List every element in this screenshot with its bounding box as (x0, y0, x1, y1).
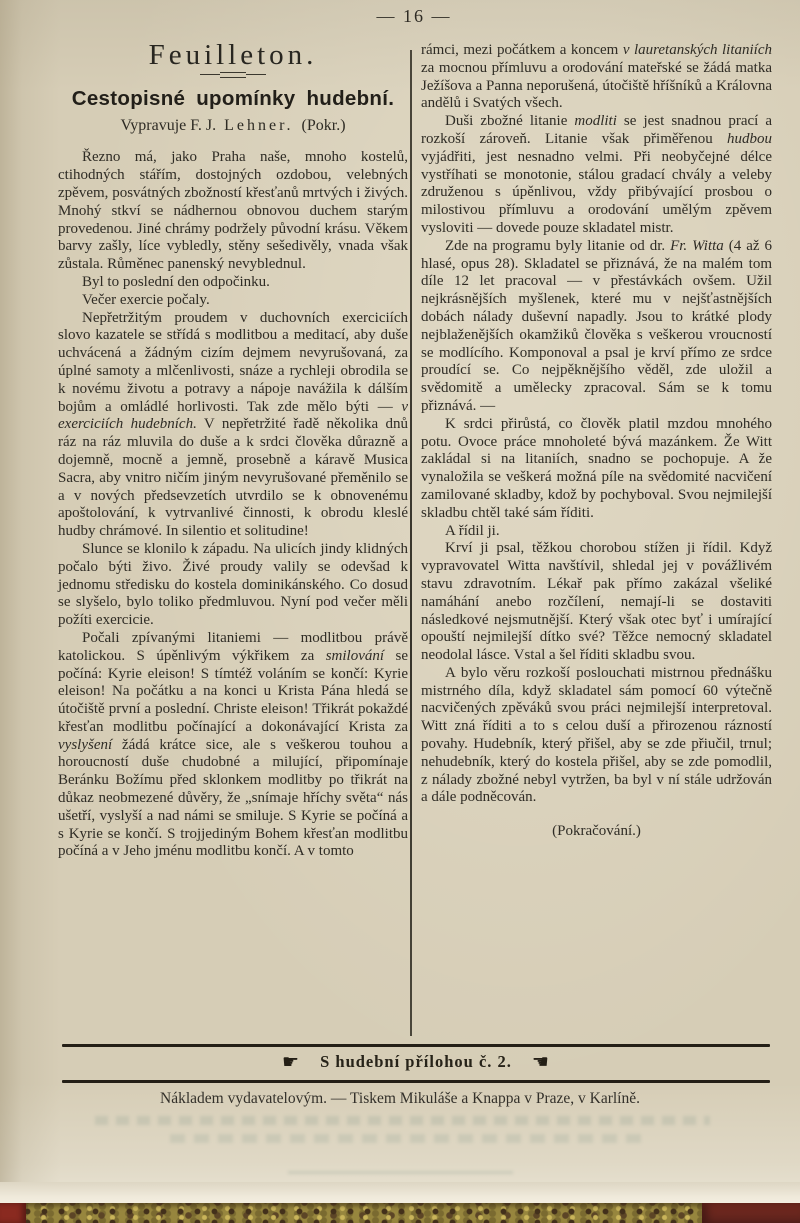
right-column-text (421, 42, 772, 841)
page-number: — 16 — (376, 6, 452, 26)
pointing-hand-right-icon: ☛ (282, 1051, 301, 1073)
paragraph: Řezno má, jako Praha naše, mnoho kostelů, ctihodných stářím, dostojných ozdobou, velebných zpěvem, posvátných zbožností křesťanů mrtvých i živých. Mnohý stkví se nádhernou obnovou duchem starým provedenou. Jiné chrámy podržely původní krásu. Věkem barvy zašly, líce vybledly, stěny sešedivěly, vnada však zůstala. Růměnec panenský nevyblednul. (58, 149, 408, 273)
paragraph: Počali zpívanými litaniemi — modlitbou právě katolickou. S úpěnlivým výkřikem za smilování se počíná: Kyrie eleison! S tímtéž voláním se končí: Kyrie eleison! Na počátku a na konci u Krista Pána hledá se útočiště první a poslední. Christe eleison! Třikrát pokaždé křesťan modlitbu počínající a dokonávající Krista za vyslyšení žádá krátce sice, ale s veškerou touhou a horoucností duše chudobné a milující, připomínaje Beránku Božímu před sklonkem modlitby po třikrát na důkaz neobmezené důvěry, že „snímaje hříchy světa“ nás ušetří, vyslyší a nad námi se smiluje. S Kyrie se počíná a s Kyrie se končí. S trojjediným Bohem křesťan modlitbu počíná a v Jeho jménu modlitbu končí. A v tomto (58, 629, 409, 860)
paragraph: Zde na programu byly litanie od dr. Fr. Witta (4 až 6 hlasé, opus 28). Skladatel se přiznává, že na malém tom díle 12 let pracoval — v přestávkách ovšem. Užil nejkrásnějších myšlenek, které mu v nejšťastnějších dobách nálady duševní napadly. Jsou to krátké plody nejblaženějších okamžiků člověka s veškerou vroucností se modlícího. Komponoval a psal je krví přímo ze srdce proudící se. Co nejpěknějšího věděl, zde uložil a svědomitě a umělecky zpracoval. Sám se k tomu přiznává. — (421, 237, 772, 414)
bleedthrough-rule (288, 1171, 513, 1174)
title-ornament (200, 72, 266, 78)
bleedthrough-text (95, 1116, 710, 1125)
imprint-line: Nákladem vydavatelovým. — Tiskem Mikuláše a Knappa v Praze, v Karlíně. (160, 1090, 640, 1107)
left-column (58, 39, 409, 861)
paragraph: A řídil ji. (445, 522, 500, 539)
byline-prefix: Vypravuje F. J. (120, 116, 217, 134)
column-divider-rule (410, 50, 412, 1036)
paragraph: K srdci přirůstá, co člověk platil mzdou mnohého potu. Ovoce práce mnoholeté bývá mazánkem. Že Witt zakládal si na litaniích, snadno se pochopuje. A že vynaložila se veškerá možná píle na svědomité nacvičení zamilované skladby, kdož by pochyboval. Svou nejmilejší skladbu chtěl také sám říditi. (421, 415, 772, 521)
binding-marbled-strip (0, 1203, 800, 1223)
paragraph: Večer exercie počaly. (82, 291, 210, 308)
article-headline: Cestopisné upomínky hudební. (71, 86, 395, 110)
paragraph: rámci, mezi počátkem a koncem v lauretanských litaniích za mocnou přímluvu a orodování mateřské se žádá matka Ježíšova a Panna neporušená, útočiště hříšníků a Královna andělů i Svatých všech. (421, 42, 772, 112)
footer-rule-top (62, 1044, 770, 1047)
binding-red-patch (0, 1203, 26, 1223)
paragraph: Krví ji psal, těžkou chorobou stížen ji řídil. Když vypravovatel Witta navštívil, shledal jej v povážlivém stavu zdravotním. Lékař pak přímo zakázal všeliké namáhání anebo rozčílení, nemají-li se dostaviti následkové nejsmutnější. Který však otec byť i umírající opouští nejmilejší dítko své? Těžce nemocný skladatel neodolal lásce. Vstal a šel říditi skladbu svou. (421, 540, 772, 664)
page-bottom-edge (0, 1182, 800, 1203)
paragraph: (Pokračování.) (552, 823, 641, 840)
byline-continuation-mark: (Pokr.) (301, 116, 346, 134)
paragraph: Slunce se klonilo k západu. Na ulicích jindy klidných počalo býti živo. Živé proudy valily se odevšad k jednomu středisku do kostela dominikánského. Co dosud se slyšelo, bylo toliko předmluvou. Nyní pod večer měli požíti exercicie. (58, 540, 408, 629)
footer-rule-bottom (62, 1080, 770, 1083)
bleedthrough-text (170, 1134, 650, 1143)
supplement-note-text: S hudební přílohou č. 2. (320, 1052, 512, 1071)
supplement-note (62, 1050, 770, 1072)
article-byline (58, 117, 408, 135)
pointing-hand-left-icon: ☚ (531, 1051, 550, 1073)
binding-maroon-patch (702, 1203, 800, 1223)
paragraph: Nepřetržitým proudem v duchovních exerciciích slovo kazatele se střídá s modlitbou a meditací, aby duše uchvácená a žádným cizím dejmem nevyrušovaná, za úplné samoty a mlčenlivosti, snáze a rychleji obrodila se k novému životu a potravy a nápoje navážila k dálším bojům a omládlé horlivosti. Tak zde mělo býti — v exerciciích hudebních. V nepřetržité řadě několika dnů ráz na ráz mluvila do duše a k srdci člověka důrazně a dojemně, mocně a jemně, prosebně a káravě Musica Sacra, aby vnitro ničím jiným nevyrušované přeměnilo se a v nových předsevzetích utvrdilo se k obnovenému apoštolování, k vytrvanlivé činnosti, k obrodu kleslé hudby chrámové. In silentio et solitudine! (58, 309, 408, 540)
byline-author: Lehner. (224, 116, 294, 134)
paragraph: Duši zbožné litanie modliti se jest snadnou prací a rozkoší zároveň. Litanie však přiměřenou hudbou vyjádřiti, jest nesnadno velmi. Při neobyčejné délce vystříhati se monotonie, stálou gradací chvály a veleby združenou s úpěnlivou, vždy přibývající prosbou o milostivou přímluvu a orodování umělým zpěvem vysloviti — dovede pouze skladatel mistr. (421, 113, 772, 236)
left-column-text (58, 149, 408, 861)
right-column (421, 42, 772, 841)
paragraph: Byl to poslední den odpočinku. (82, 273, 270, 290)
section-title: Feuilleton. (148, 39, 318, 71)
paragraph: A bylo věru rozkoší poslouchati mistrnou přednášku mistrného díla, když skladatel sám pomocí 60 výtečně nacvičených zpěváků svou práci nejmilejší interpretoval. Witt zná říditi a to s celou duší a přirozenou rázností povahy. Hudebník, který přišel, aby se zde přiučil, trnul; nehudebník, který do kostela přišel, aby se zde pomodlil, z nálady zbožné nebyl vytržen, ba byl v ní stále udržován a dále podněcován. (421, 664, 772, 806)
